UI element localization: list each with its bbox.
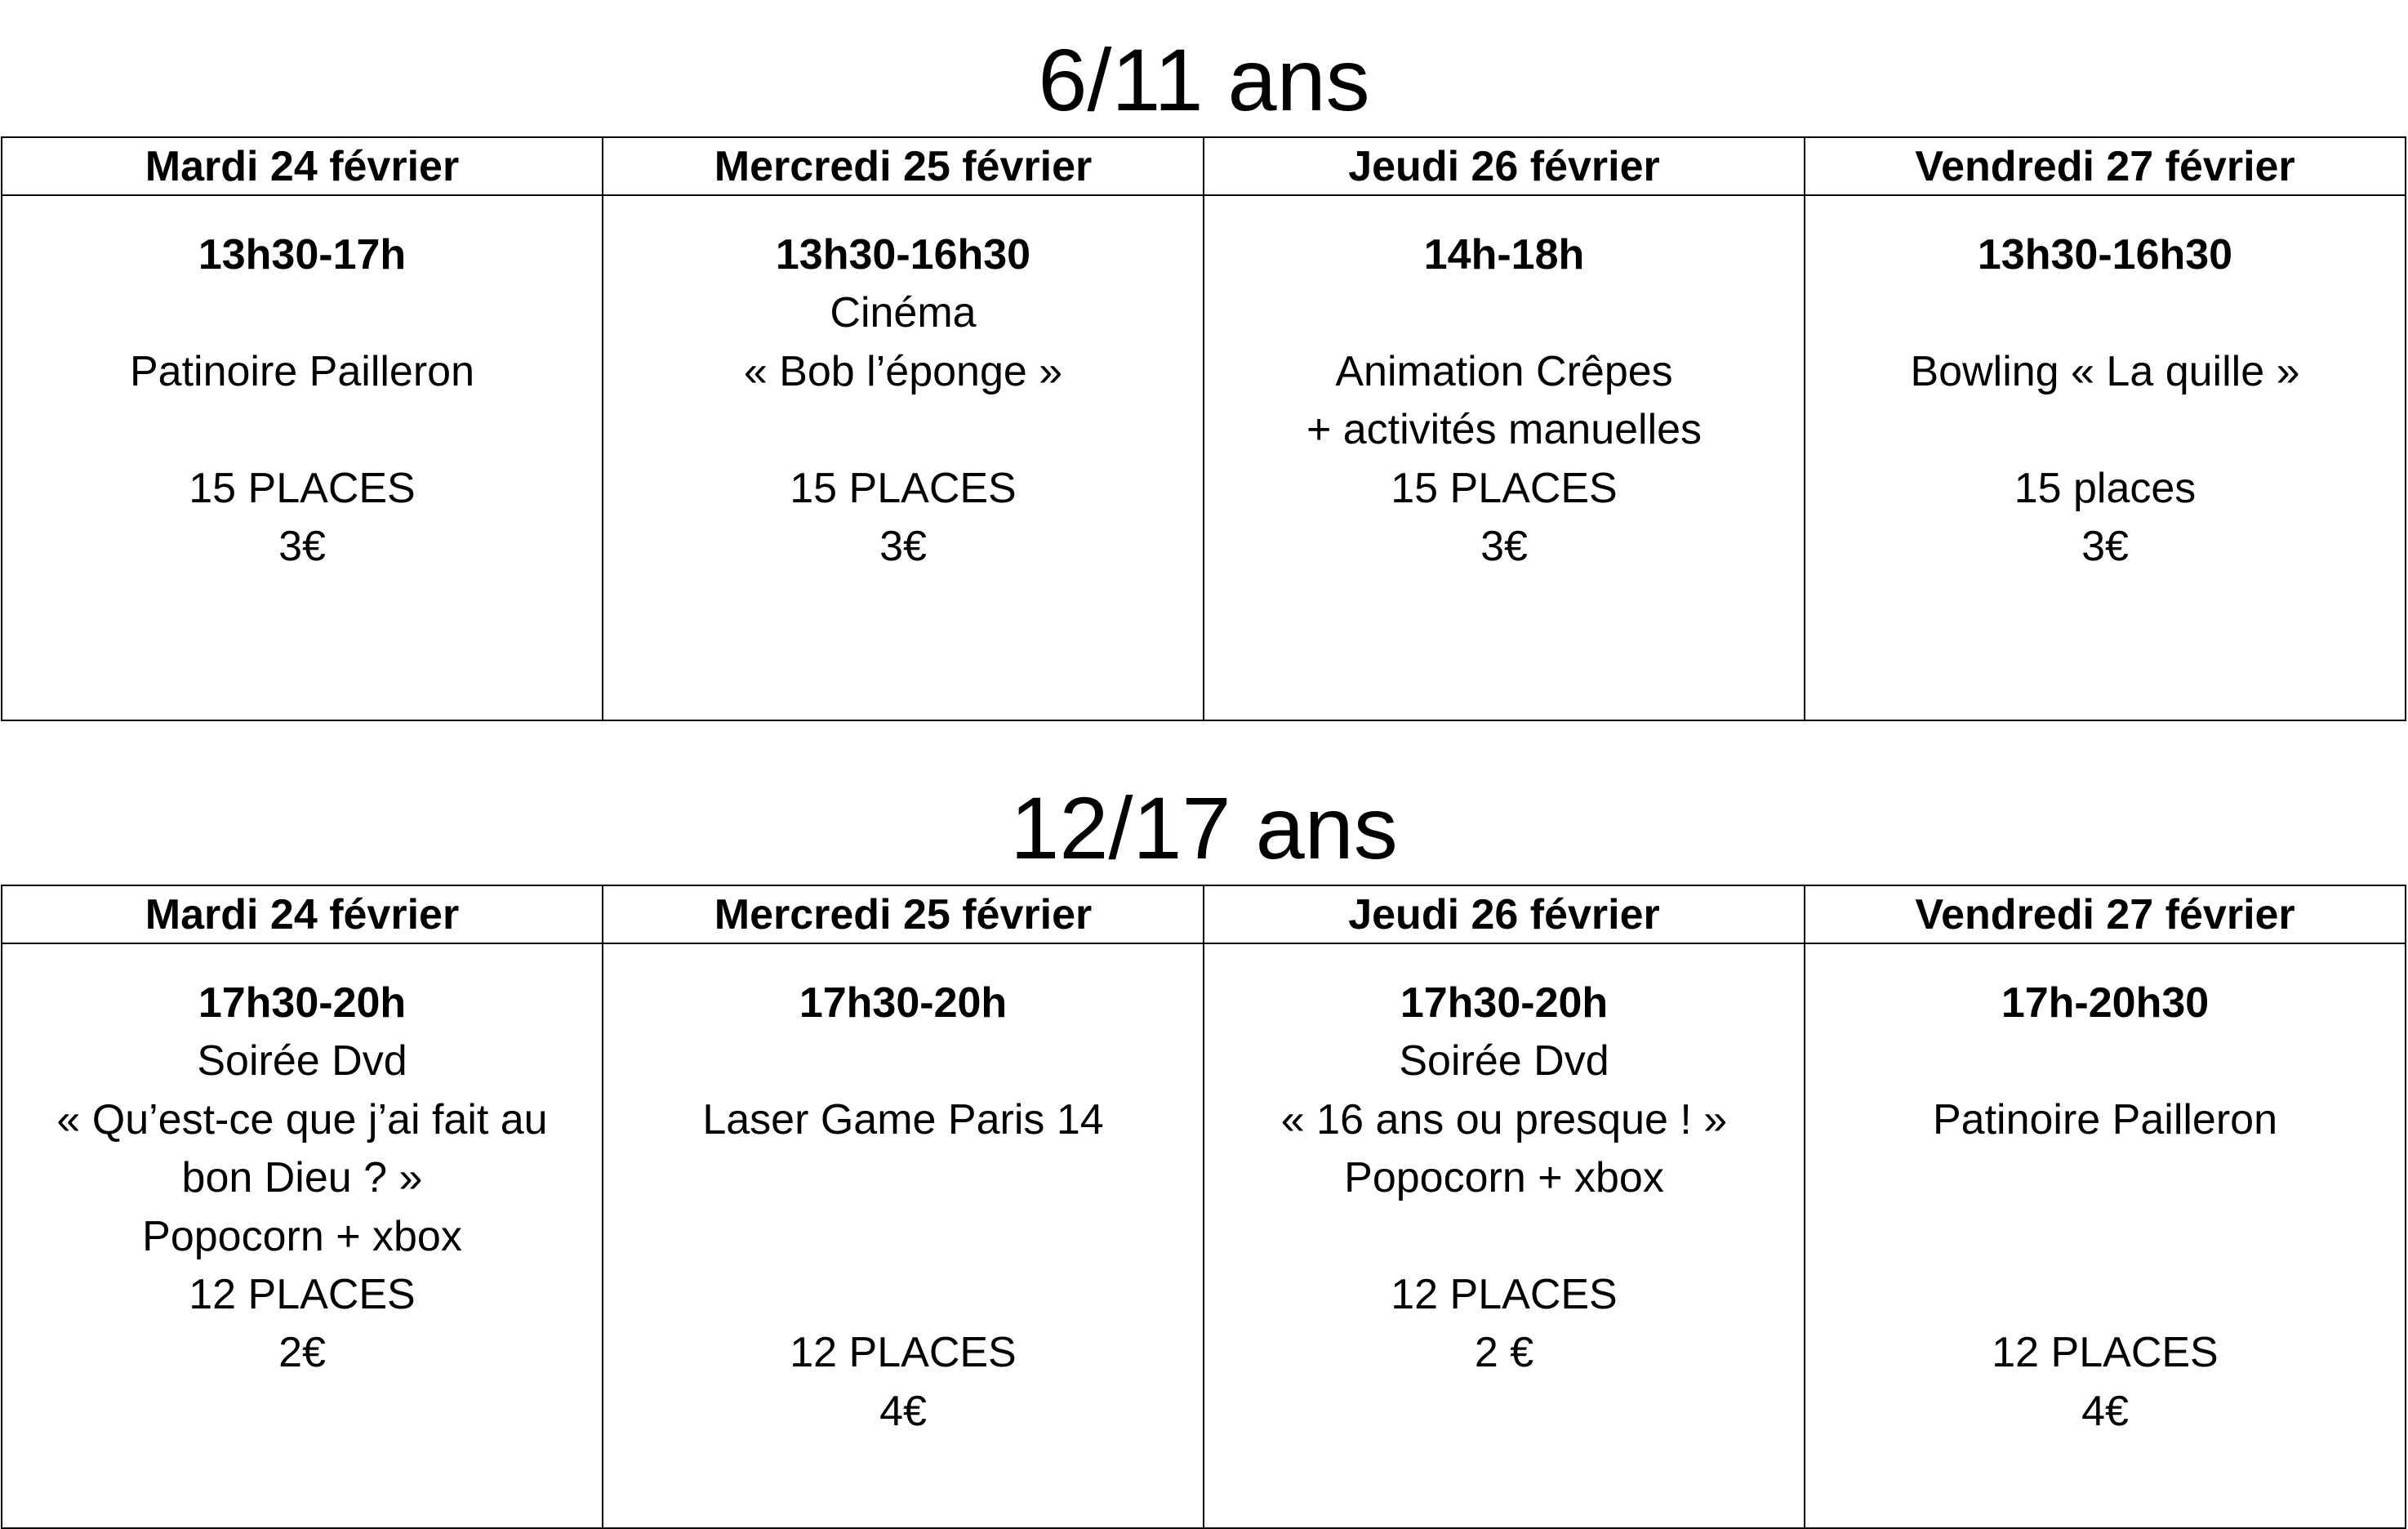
activity-name: Patinoire Pailleron: [1932, 1095, 2278, 1143]
activity-places: 12 PLACES: [1391, 1270, 1618, 1318]
activity-price: 4€: [2081, 1387, 2129, 1435]
activity-name: Bowling « La quille »: [1910, 347, 2300, 395]
section-title: 12/17 ans: [1010, 778, 1398, 877]
activity-name: Soirée Dvd: [197, 1037, 407, 1085]
day-header: Jeudi 26 février: [1204, 137, 1805, 195]
activity-line: Popocorn + xbox: [1344, 1154, 1664, 1202]
activity-time: 17h30-20h: [1400, 979, 1609, 1027]
activity-places: 12 PLACES: [189, 1270, 416, 1318]
activity-name: « Bob l’éponge »: [743, 347, 1063, 395]
day-header: Jeudi 26 février: [1204, 885, 1805, 943]
activity-row: [2, 943, 2406, 1528]
activity-price: 3€: [2081, 522, 2129, 570]
activity-line: Cinéma: [830, 289, 977, 337]
activity-places: 12 PLACES: [1992, 1329, 2219, 1377]
activity-cell: [603, 195, 1204, 720]
schedule-table: [1, 885, 2406, 1529]
activity-name: Patinoire Pailleron: [129, 347, 475, 395]
activity-line: « 16 ans ou presque ! »: [1280, 1095, 1728, 1143]
activity-places: 15 PLACES: [189, 464, 416, 512]
activity-line: + activités manuelles: [1306, 406, 1703, 454]
activity-row: [2, 195, 2406, 720]
activity-time: 13h30-16h30: [775, 231, 1031, 279]
activity-places: 15 PLACES: [790, 464, 1017, 512]
activity-cell: [2, 195, 603, 720]
day-header: Mardi 24 février: [2, 885, 603, 943]
day-header: Mercredi 25 février: [603, 885, 1204, 943]
activity-cell: [1805, 195, 2406, 720]
activity-cell: [2, 943, 603, 1528]
activity-places: 15 places: [2014, 464, 2197, 512]
day-header: Vendredi 27 février: [1805, 885, 2406, 943]
activity-time: 13h30-17h: [198, 231, 407, 279]
section-title: 6/11 ans: [1038, 30, 1370, 129]
schedule-table: [1, 136, 2406, 721]
activity-price: 3€: [1480, 522, 1528, 570]
activity-places: 15 PLACES: [1391, 464, 1618, 512]
activity-cell: [1204, 943, 1805, 1528]
activity-cell: [1805, 943, 2406, 1528]
header-row: [2, 137, 2406, 195]
activity-places: 12 PLACES: [790, 1329, 1017, 1377]
activity-price: 2€: [278, 1329, 326, 1377]
activity-cell: [1204, 195, 1805, 720]
activity-time: 13h30-16h30: [1977, 231, 2233, 279]
activity-cell: [603, 943, 1204, 1528]
activity-line: « Qu’est-ce que j’ai fait au: [56, 1095, 548, 1143]
activity-price: 3€: [879, 522, 927, 570]
day-header: Vendredi 27 février: [1805, 137, 2406, 195]
activity-time: 14h-18h: [1423, 231, 1585, 279]
activity-time: 17h30-20h: [799, 979, 1008, 1027]
activity-name: Soirée Dvd: [1399, 1037, 1609, 1085]
activity-price: 2 €: [1474, 1329, 1534, 1377]
activity-price: 4€: [879, 1387, 927, 1435]
activity-name: Laser Game Paris 14: [702, 1095, 1104, 1143]
activity-line: bon Dieu ? »: [181, 1154, 423, 1202]
activity-name: Animation Crêpes: [1335, 347, 1673, 395]
activity-time: 17h-20h30: [2001, 979, 2210, 1027]
day-header: Mardi 24 février: [2, 137, 603, 195]
activity-line: Popocorn + xbox: [142, 1212, 462, 1260]
activity-price: 3€: [278, 522, 326, 570]
activity-time: 17h30-20h: [198, 979, 407, 1027]
day-header: Mercredi 25 février: [603, 137, 1204, 195]
header-row: [2, 885, 2406, 943]
